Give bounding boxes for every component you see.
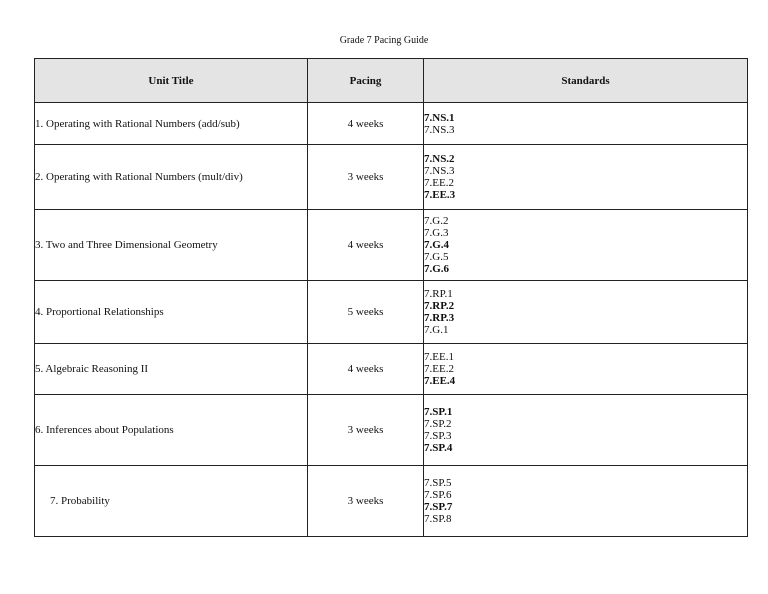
unit-title-cell: 5. Algebraic Reasoning II — [35, 344, 308, 395]
table-row — [35, 281, 748, 344]
standard-code: 7.SP.2 — [424, 418, 452, 430]
pacing-header: Pacing — [308, 59, 424, 103]
document-title: Grade 7 Pacing Guide — [339, 35, 429, 46]
unit-title-header: Unit Title — [35, 59, 308, 103]
standard-code: 7.NS.1 — [424, 111, 455, 124]
standards-cell — [424, 103, 748, 145]
standard-code: 7.SP.1 — [424, 406, 453, 418]
standards-cell — [424, 395, 748, 466]
standard-code: 7.G.2 — [424, 215, 449, 227]
standard-code: 7.EE.2 — [424, 177, 454, 189]
pacing-cell: 3 weeks — [308, 466, 424, 537]
standards-cell — [424, 344, 748, 395]
standard-code: 7.RP.2 — [424, 300, 455, 312]
pacing-cell: 5 weeks — [308, 281, 424, 344]
standards-cell — [424, 466, 748, 537]
unit-title-cell: 7. Probability — [35, 466, 308, 537]
standard-code: 7.SP.4 — [424, 442, 453, 454]
table-row — [35, 103, 748, 145]
standard-code: 7.RP.3 — [424, 312, 455, 324]
standard-code: 7.EE.3 — [424, 189, 456, 201]
pacing-table — [34, 58, 748, 537]
table-row — [35, 344, 748, 395]
unit-title-cell: 1. Operating with Rational Numbers (add/sub) — [35, 103, 308, 145]
standards-cell — [424, 145, 748, 210]
table-header-row — [35, 59, 748, 103]
standard-code: 7.G.3 — [424, 227, 449, 239]
standard-code: 7.SP.7 — [424, 501, 453, 513]
unit-title-cell: 6. Inferences about Populations — [35, 395, 308, 466]
pacing-cell: 4 weeks — [308, 103, 424, 145]
standard-code: 7.SP.6 — [424, 489, 452, 501]
pacing-cell: 4 weeks — [308, 344, 424, 395]
standard-code: 7.G.6 — [424, 263, 450, 275]
standard-code: 7.NS.3 — [424, 123, 455, 136]
standard-code: 7.NS.2 — [424, 153, 455, 165]
standard-code: 7.EE.1 — [424, 351, 454, 363]
table-row — [35, 145, 748, 210]
standard-code: 7.G.1 — [424, 324, 449, 336]
table-row — [35, 210, 748, 281]
standard-code: 7.EE.4 — [424, 375, 456, 387]
standards-cell — [424, 210, 748, 281]
pacing-cell: 3 weeks — [308, 395, 424, 466]
table-row — [35, 395, 748, 466]
standard-code: 7.SP.3 — [424, 430, 452, 442]
standard-code: 7.G.4 — [424, 239, 450, 251]
unit-title-cell: 4. Proportional Relationships — [35, 281, 308, 344]
standard-code: 7.G.5 — [424, 251, 449, 263]
standard-code: 7.SP.8 — [424, 513, 452, 525]
standard-code: 7.EE.2 — [424, 363, 454, 375]
standard-code: 7.RP.1 — [424, 288, 453, 300]
unit-title-cell: 2. Operating with Rational Numbers (mult/div) — [35, 145, 308, 210]
standards-cell — [424, 281, 748, 344]
pacing-cell: 4 weeks — [308, 210, 424, 281]
pacing-cell: 3 weeks — [308, 145, 424, 210]
standard-code: 7.NS.3 — [424, 165, 455, 177]
standard-code: 7.SP.5 — [424, 477, 452, 489]
unit-title-cell: 3. Two and Three Dimensional Geometry — [35, 210, 308, 281]
table-row — [35, 466, 748, 537]
standards-header: Standards — [424, 59, 748, 103]
